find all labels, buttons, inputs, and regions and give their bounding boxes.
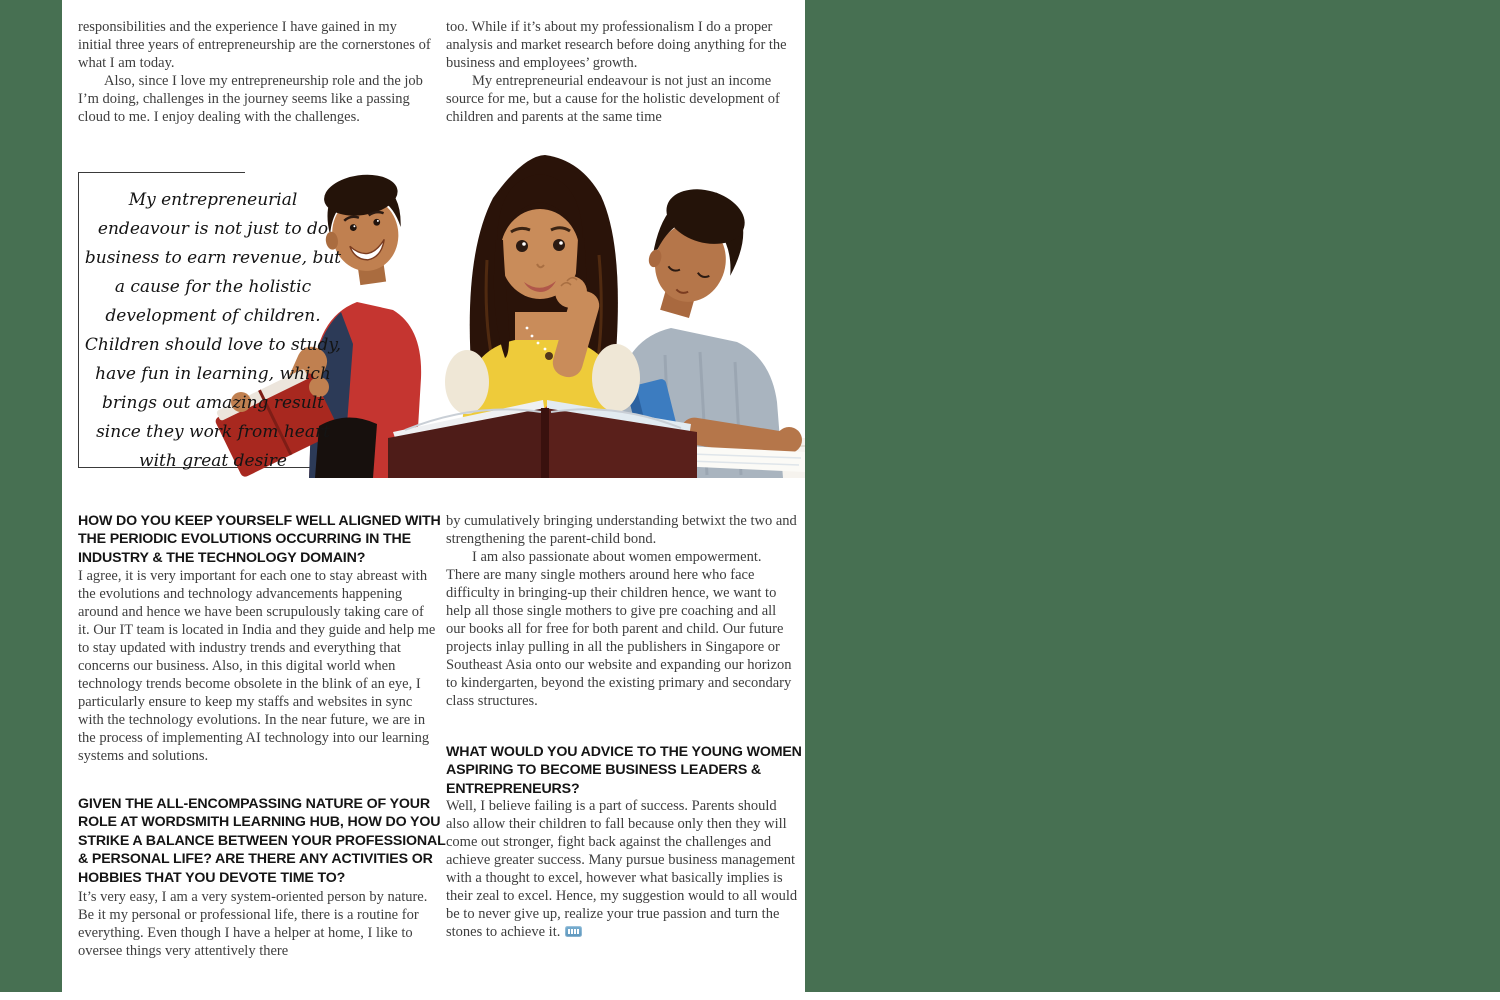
answer-body-2: It’s very easy, I am a very system-oriented person by nature. Be it my personal or professional life, there is a routine for everything. Even though I have a helper at home, I like to oversee things very attentively there: [78, 889, 428, 959]
answer-continuation-column: [446, 512, 798, 710]
answer-text: Well, I believe failing is a part of success. Parents should also allow their children to fall because only then they will come out stronger, fight back against the challenges and achieve greater success. Many pursue business management with a thought to excel, however what basically implies is their zeal to excel. Hence, my suggestion would to all would be to never give up, realize your true passion and turn the stones to achieve it.: [446, 798, 798, 940]
paragraph: I am also passionate about women empowerment. There are many single mothers around here who face difficulty in bringing-up their children hence, we want to help all those single mothers to give pre coaching and all our books all for free for both parent and child. Our future projects inlay pulling in all the publishers in Singapore or Southeast Asia onto our website and expanding our horizon to kindergarten, beyond the existing primary and secondary class structures.: [446, 549, 792, 709]
intro-left-column: [78, 18, 434, 126]
paragraph: too. While if it’s about my professionalism I do a proper analysis and market research before doing anything for the business and employees’ growth.: [446, 19, 787, 71]
question-heading-2: GIVEN THE ALL-ENCOMPASSING NATURE OF YOUR ROLE AT WORDSMITH LEARNING HUB, HOW DO YOU STRIKE A BALANCE BETWEEN YOUR PROFESSIONAL & PERSONAL LIFE? ARE THERE ANY ACTIVITIES OR HOBBIES THAT YOU DEVOTE TIME TO?: [78, 796, 446, 886]
end-of-article-badge: [565, 926, 582, 937]
paragraph: responsibilities and the experience I have gained in my initial three years of entrepreneurship are the cornerstones of what I am today.: [78, 19, 431, 71]
answer-body-3: [446, 797, 798, 941]
question-heading-3: WHAT WOULD YOU ADVICE TO THE YOUNG WOMEN ASPIRING TO BECOME BUSINESS LEADERS & ENTREPRENEURS?: [446, 744, 802, 797]
paragraph: by cumulatively bringing understanding betwixt the two and strengthening the parent-child bond.: [446, 513, 797, 547]
magazine-page: [62, 0, 805, 992]
answer-body-1: I agree, it is very important for each one to stay abreast with the evolutions and technology advancements happening around and hence we have been scrupulously taking care of it. Our IT team is located in India and they guide and help me to stay updated with industry trends and everything that concerns our business. Also, in this digital world when technology trends become obsolete in the blink of an eye, I particularly ensure to keep my staffs and websites in sync with the technology evolutions. In the near future, we are in the process of implementing AI technology into our learning systems and solutions.: [78, 568, 436, 764]
paragraph: My entrepreneurial endeavour is not just an income source for me, but a cause for the holistic development of children and parents at the same time: [446, 73, 780, 125]
intro-right-column: [446, 18, 800, 126]
question-heading-1: HOW DO YOU KEEP YOURSELF WELL ALIGNED WITH THE PERIODIC EVOLUTIONS OCCURRING IN THE INDUSTRY & THE TECHNOLOGY DOMAIN?: [78, 513, 441, 566]
paragraph: Also, since I love my entrepreneurship role and the job I’m doing, challenges in the journey seems like a passing cloud to me. I enjoy dealing with the challenges.: [78, 73, 423, 125]
pull-quote-text: My entrepreneurial endeavour is not just to do business to earn revenue, but a cause for the holistic development of children. Children should love to study, have fun in learning, which brings out amazing result since they work from heart with great desire: [84, 190, 342, 471]
